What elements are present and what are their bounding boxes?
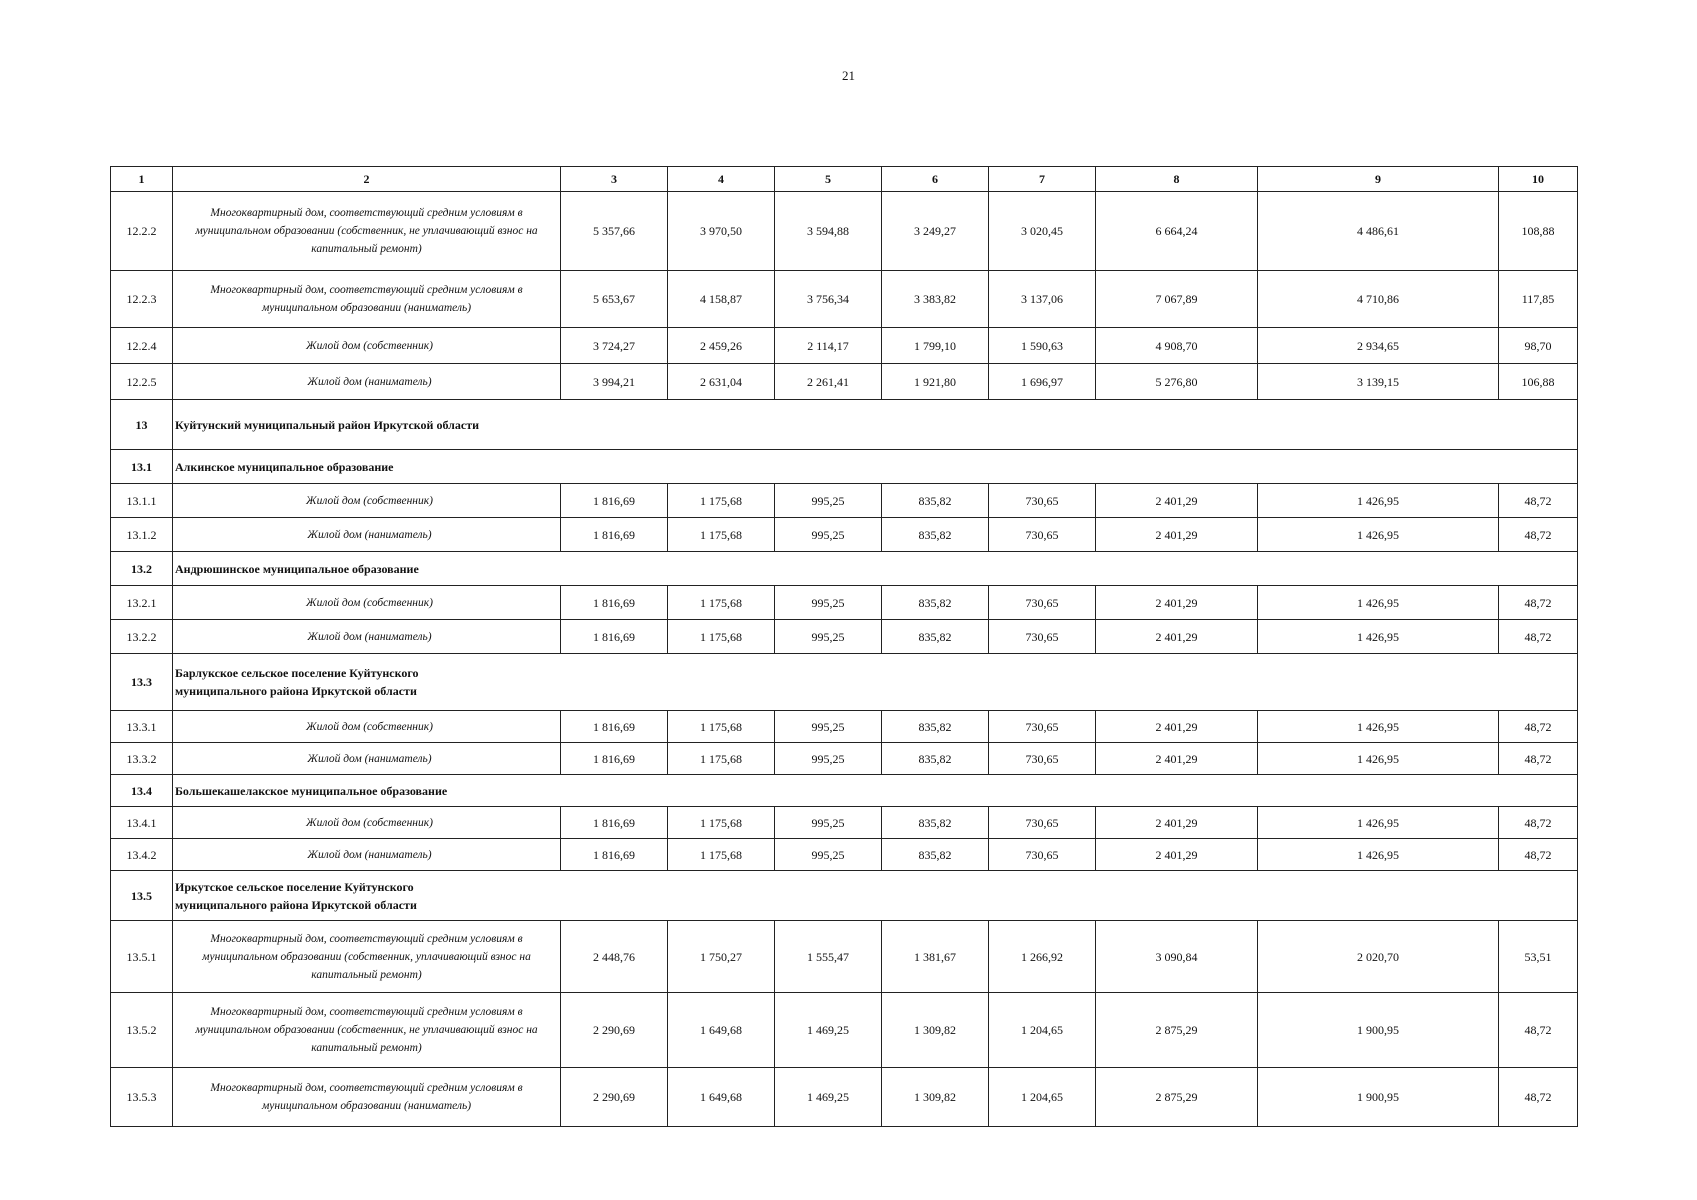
value-cell: 2 401,29: [1096, 743, 1258, 775]
table-row: [111, 921, 1578, 993]
value-cell: 2 114,17: [775, 328, 882, 364]
value-cell: 3 383,82: [882, 271, 989, 328]
value-cell: 98,70: [1499, 328, 1578, 364]
row-description: Жилой дом (собственник): [173, 586, 561, 620]
value-cell: 1 696,97: [989, 364, 1096, 400]
value-cell: 995,25: [775, 586, 882, 620]
row-description: Жилой дом (наниматель): [173, 620, 561, 654]
group-code: 13.1: [111, 450, 173, 484]
group-title: Андрюшинское муниципальное образование: [173, 552, 1578, 586]
group-row: [111, 775, 1578, 807]
value-cell: 48,72: [1499, 711, 1578, 743]
value-cell: 1 204,65: [989, 1068, 1096, 1127]
header-cell: 3: [561, 167, 668, 192]
value-cell: 1 426,95: [1258, 807, 1499, 839]
group-title: Куйтунский муниципальный район Иркутской области: [173, 400, 1578, 450]
value-cell: 1 590,63: [989, 328, 1096, 364]
value-cell: 1 175,68: [668, 807, 775, 839]
value-cell: 1 816,69: [561, 839, 668, 871]
row-code: 13.2.2: [111, 620, 173, 654]
value-cell: 4 486,61: [1258, 192, 1499, 271]
group-row: [111, 654, 1578, 711]
header-row: [111, 167, 1578, 192]
value-cell: 1 175,68: [668, 711, 775, 743]
table-row: [111, 1068, 1578, 1127]
value-cell: 1 175,68: [668, 586, 775, 620]
group-row: [111, 450, 1578, 484]
page-number: 21: [842, 68, 855, 83]
group-code: 13.5: [111, 871, 173, 921]
value-cell: 1 816,69: [561, 711, 668, 743]
row-code: 12.2.3: [111, 271, 173, 328]
value-cell: 1 309,82: [882, 1068, 989, 1127]
value-cell: 1 816,69: [561, 484, 668, 518]
value-cell: 2 401,29: [1096, 807, 1258, 839]
group-row: [111, 400, 1578, 450]
value-cell: 4 158,87: [668, 271, 775, 328]
value-cell: 730,65: [989, 484, 1096, 518]
value-cell: 4 908,70: [1096, 328, 1258, 364]
group-code: 13.4: [111, 775, 173, 807]
value-cell: 2 401,29: [1096, 484, 1258, 518]
value-cell: 2 401,29: [1096, 620, 1258, 654]
value-cell: 1 555,47: [775, 921, 882, 993]
header-cell: 10: [1499, 167, 1578, 192]
group-row: [111, 552, 1578, 586]
header-cell: 2: [173, 167, 561, 192]
table-row: [111, 993, 1578, 1068]
value-cell: 2 459,26: [668, 328, 775, 364]
row-description: Жилой дом (собственник): [173, 328, 561, 364]
value-cell: 995,25: [775, 711, 882, 743]
row-code: 13.5.1: [111, 921, 173, 993]
row-description: Жилой дом (наниматель): [173, 839, 561, 871]
value-cell: 730,65: [989, 743, 1096, 775]
value-cell: 730,65: [989, 807, 1096, 839]
value-cell: 108,88: [1499, 192, 1578, 271]
value-cell: 2 290,69: [561, 993, 668, 1068]
value-cell: 1 469,25: [775, 1068, 882, 1127]
row-description: Многоквартирный дом, соответствующий средним условиям в муниципальном образовании (наниматель): [173, 271, 561, 328]
value-cell: 5 653,67: [561, 271, 668, 328]
group-title-cell: [173, 654, 1578, 711]
value-cell: 995,25: [775, 807, 882, 839]
value-cell: 730,65: [989, 518, 1096, 552]
value-cell: 2 290,69: [561, 1068, 668, 1127]
value-cell: 3 594,88: [775, 192, 882, 271]
value-cell: 730,65: [989, 839, 1096, 871]
value-cell: 835,82: [882, 586, 989, 620]
value-cell: 48,72: [1499, 743, 1578, 775]
group-code: 13.2: [111, 552, 173, 586]
value-cell: 3 137,06: [989, 271, 1096, 328]
value-cell: 106,88: [1499, 364, 1578, 400]
value-cell: 1 816,69: [561, 620, 668, 654]
value-cell: 995,25: [775, 620, 882, 654]
row-code: 13.4.2: [111, 839, 173, 871]
value-cell: 5 276,80: [1096, 364, 1258, 400]
value-cell: 835,82: [882, 839, 989, 871]
value-cell: 835,82: [882, 711, 989, 743]
header-cell: 5: [775, 167, 882, 192]
value-cell: 1 816,69: [561, 743, 668, 775]
table-row: [111, 364, 1578, 400]
value-cell: 2 448,76: [561, 921, 668, 993]
row-description: Жилой дом (наниматель): [173, 364, 561, 400]
table-row: [111, 271, 1578, 328]
value-cell: 1 426,95: [1258, 518, 1499, 552]
row-code: 12.2.2: [111, 192, 173, 271]
value-cell: 1 266,92: [989, 921, 1096, 993]
row-code: 13.3.1: [111, 711, 173, 743]
value-cell: 48,72: [1499, 586, 1578, 620]
value-cell: 1 175,68: [668, 620, 775, 654]
value-cell: 835,82: [882, 620, 989, 654]
value-cell: 48,72: [1499, 484, 1578, 518]
row-code: 13.1.1: [111, 484, 173, 518]
value-cell: 1 175,68: [668, 518, 775, 552]
value-cell: 3 970,50: [668, 192, 775, 271]
table-row: [111, 586, 1578, 620]
row-code: 13.1.2: [111, 518, 173, 552]
tariff-table: [110, 166, 1578, 1127]
value-cell: 2 875,29: [1096, 1068, 1258, 1127]
header-cell: 4: [668, 167, 775, 192]
group-code: 13.3: [111, 654, 173, 711]
value-cell: 53,51: [1499, 921, 1578, 993]
value-cell: 995,25: [775, 839, 882, 871]
table-row: [111, 620, 1578, 654]
value-cell: 2 631,04: [668, 364, 775, 400]
group-row: [111, 871, 1578, 921]
group-title: Барлукское сельское поселение Куйтунского муниципального района Иркутской области: [175, 666, 419, 698]
header-cell: 6: [882, 167, 989, 192]
value-cell: 3 090,84: [1096, 921, 1258, 993]
row-code: 13.5.3: [111, 1068, 173, 1127]
row-description: Многоквартирный дом, соответствующий средним условиям в муниципальном образовании (собственник, не уплачивающий взнос на капитальный ремонт): [173, 192, 561, 271]
value-cell: 7 067,89: [1096, 271, 1258, 328]
table-row: [111, 743, 1578, 775]
row-code: 13.2.1: [111, 586, 173, 620]
row-description: Жилой дом (собственник): [173, 484, 561, 518]
value-cell: 1 175,68: [668, 743, 775, 775]
header-cell: 7: [989, 167, 1096, 192]
group-title: Иркутское сельское поселение Куйтунского муниципального района Иркутской области: [175, 879, 417, 912]
value-cell: 1 750,27: [668, 921, 775, 993]
value-cell: 1 649,68: [668, 1068, 775, 1127]
value-cell: 1 649,68: [668, 993, 775, 1068]
value-cell: 1 900,95: [1258, 1068, 1499, 1127]
table-header: [111, 167, 1578, 192]
value-cell: 1 816,69: [561, 518, 668, 552]
value-cell: 730,65: [989, 711, 1096, 743]
row-code: 12.2.5: [111, 364, 173, 400]
table-row: [111, 807, 1578, 839]
table-row: [111, 711, 1578, 743]
value-cell: 48,72: [1499, 518, 1578, 552]
value-cell: 1 816,69: [561, 586, 668, 620]
value-cell: 3 020,45: [989, 192, 1096, 271]
table-row: [111, 839, 1578, 871]
value-cell: 2 020,70: [1258, 921, 1499, 993]
value-cell: 48,72: [1499, 839, 1578, 871]
value-cell: 835,82: [882, 518, 989, 552]
value-cell: 2 875,29: [1096, 993, 1258, 1068]
table-row: [111, 328, 1578, 364]
value-cell: 995,25: [775, 484, 882, 518]
value-cell: 48,72: [1499, 1068, 1578, 1127]
value-cell: 835,82: [882, 484, 989, 518]
value-cell: 730,65: [989, 620, 1096, 654]
value-cell: 995,25: [775, 743, 882, 775]
value-cell: 1 175,68: [668, 484, 775, 518]
value-cell: 1 426,95: [1258, 743, 1499, 775]
group-title: Большекашелакское муниципальное образование: [173, 775, 1578, 807]
value-cell: 835,82: [882, 743, 989, 775]
value-cell: 835,82: [882, 807, 989, 839]
value-cell: 1 799,10: [882, 328, 989, 364]
value-cell: 4 710,86: [1258, 271, 1499, 328]
value-cell: 2 401,29: [1096, 518, 1258, 552]
value-cell: 3 756,34: [775, 271, 882, 328]
value-cell: 3 249,27: [882, 192, 989, 271]
value-cell: 730,65: [989, 586, 1096, 620]
header-cell: 1: [111, 167, 173, 192]
group-title: Алкинское муниципальное образование: [173, 450, 1578, 484]
value-cell: 1 426,95: [1258, 586, 1499, 620]
value-cell: 3 724,27: [561, 328, 668, 364]
value-cell: 2 401,29: [1096, 839, 1258, 871]
value-cell: 48,72: [1499, 807, 1578, 839]
header-cell: 8: [1096, 167, 1258, 192]
value-cell: 5 357,66: [561, 192, 668, 271]
value-cell: 1 900,95: [1258, 993, 1499, 1068]
value-cell: 995,25: [775, 518, 882, 552]
value-cell: 1 204,65: [989, 993, 1096, 1068]
row-description: Многоквартирный дом, соответствующий средним условиям в муниципальном образовании (собственник, уплачивающий взнос на капитальный ремонт): [173, 921, 561, 993]
value-cell: 1 175,68: [668, 839, 775, 871]
row-description: Жилой дом (наниматель): [173, 518, 561, 552]
table-row: [111, 192, 1578, 271]
row-description: Многоквартирный дом, соответствующий средним условиям в муниципальном образовании (собственник, не уплачивающий взнос на капитальный ремонт): [173, 993, 561, 1068]
value-cell: 117,85: [1499, 271, 1578, 328]
row-code: 13.5.2: [111, 993, 173, 1068]
table-body: [111, 192, 1578, 1127]
value-cell: 2 401,29: [1096, 711, 1258, 743]
value-cell: 1 426,95: [1258, 484, 1499, 518]
value-cell: 48,72: [1499, 993, 1578, 1068]
value-cell: 1 426,95: [1258, 711, 1499, 743]
table-row: [111, 518, 1578, 552]
value-cell: 3 139,15: [1258, 364, 1499, 400]
value-cell: 1 816,69: [561, 807, 668, 839]
row-code: 12.2.4: [111, 328, 173, 364]
row-code: 13.4.1: [111, 807, 173, 839]
value-cell: 3 994,21: [561, 364, 668, 400]
header-cell: 9: [1258, 167, 1499, 192]
value-cell: 1 921,80: [882, 364, 989, 400]
row-description: Жилой дом (собственник): [173, 711, 561, 743]
value-cell: 48,72: [1499, 620, 1578, 654]
value-cell: 1 426,95: [1258, 620, 1499, 654]
value-cell: 1 469,25: [775, 993, 882, 1068]
table-row: [111, 484, 1578, 518]
value-cell: 2 401,29: [1096, 586, 1258, 620]
value-cell: 2 261,41: [775, 364, 882, 400]
group-title-cell: [173, 871, 1578, 921]
value-cell: 2 934,65: [1258, 328, 1499, 364]
row-code: 13.3.2: [111, 743, 173, 775]
row-description: Многоквартирный дом, соответствующий средним условиям в муниципальном образовании (наниматель): [173, 1068, 561, 1127]
value-cell: 1 381,67: [882, 921, 989, 993]
group-code: 13: [111, 400, 173, 450]
value-cell: 1 309,82: [882, 993, 989, 1068]
value-cell: 1 426,95: [1258, 839, 1499, 871]
row-description: Жилой дом (наниматель): [173, 743, 561, 775]
value-cell: 6 664,24: [1096, 192, 1258, 271]
row-description: Жилой дом (собственник): [173, 807, 561, 839]
